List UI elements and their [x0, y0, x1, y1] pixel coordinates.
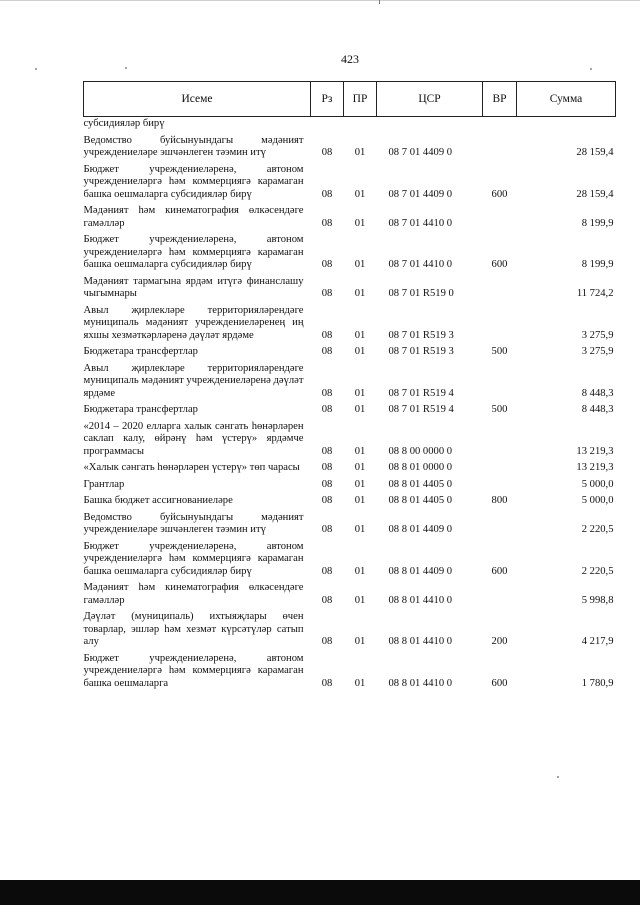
row-vr: 600 — [491, 259, 508, 270]
row-csr: 08 8 01 4409 0 — [388, 565, 453, 577]
table-row — [84, 417, 616, 459]
row-name: Бюджет учреждениеләренә, автоном учреждениеләргә һәм коммерциягә карамаган башка оешмаларга субсидияләр бирү — [83, 540, 304, 577]
row-vr: 500 — [491, 346, 508, 357]
row-vr: 600 — [491, 188, 508, 200]
table-row — [84, 160, 616, 202]
row-sum: 5 998,8 — [581, 594, 614, 606]
row-rz: 08 — [321, 217, 333, 229]
row-vr: 200 — [491, 636, 508, 647]
header-vr: ВР — [483, 82, 517, 117]
row-name: Мәдәният һәм кинематография өлкәсендәге гамәлләр — [83, 205, 304, 229]
table-row — [84, 131, 616, 160]
row-sum: 3 275,9 — [581, 346, 614, 357]
row-rz: 08 — [321, 329, 333, 341]
row-rz: 08 — [321, 387, 333, 399]
row-pr: 01 — [354, 677, 366, 689]
continuation-row — [84, 117, 616, 131]
row-rz: 08 — [321, 594, 333, 606]
row-pr: 01 — [354, 495, 366, 506]
row-vr — [483, 131, 517, 160]
row-csr: 08 7 01 4410 0 — [388, 217, 453, 229]
row-vr — [483, 272, 517, 301]
row-sum: 8 199,9 — [581, 259, 614, 270]
table-row — [84, 400, 616, 417]
page-number: 423 — [341, 52, 359, 66]
row-csr: 08 7 01 4409 0 — [388, 188, 453, 200]
row-pr: 01 — [354, 147, 366, 158]
table-row — [84, 359, 616, 401]
table-row — [84, 301, 616, 343]
row-name: Авыл җирлекләре территорияләрендәге муниципаль мәдәният учреждениеләренә дәүләт ярдәме — [83, 362, 304, 399]
table-row — [84, 475, 616, 492]
table-row — [84, 201, 616, 230]
row-vr — [483, 458, 517, 475]
row-csr: 08 8 01 4409 0 — [388, 524, 453, 535]
row-pr: 01 — [354, 259, 366, 270]
table-row — [84, 272, 616, 301]
row-rz: 08 — [321, 524, 333, 535]
table-row — [84, 578, 616, 607]
row-pr: 01 — [354, 565, 366, 577]
row-csr: 08 7 01 R519 4 — [388, 387, 454, 399]
row-sum: 8 448,3 — [581, 387, 614, 399]
row-csr: 08 8 01 0000 0 — [388, 462, 453, 473]
row-sum: 1 780,9 — [581, 677, 614, 689]
row-name: Башка бюджет ассигнованиеләре — [83, 495, 233, 506]
row-csr: 08 8 01 4405 0 — [388, 495, 453, 506]
row-rz: 08 — [321, 346, 333, 357]
continuation-text: субсидияләр бирү — [83, 118, 165, 129]
row-pr: 01 — [354, 188, 366, 200]
header-pr: ПР — [344, 82, 377, 117]
row-csr: 08 7 01 R519 3 — [388, 346, 454, 357]
row-sum: 28 159,4 — [576, 188, 614, 200]
row-sum: 3 275,9 — [581, 329, 614, 341]
row-pr: 01 — [354, 478, 366, 490]
row-name: Бюджетара трансфертлар — [83, 404, 198, 415]
row-rz: 08 — [321, 478, 333, 490]
row-pr: 01 — [354, 288, 366, 299]
row-rz: 08 — [321, 677, 333, 689]
header-name: Исеме — [84, 82, 311, 117]
row-pr: 01 — [354, 387, 366, 399]
table-row — [84, 491, 616, 508]
row-sum: 13 219,3 — [576, 462, 614, 473]
row-sum: 2 220,5 — [581, 524, 614, 535]
table-row — [84, 607, 616, 649]
row-csr: 08 7 01 R519 4 — [388, 404, 454, 415]
row-name: Ведомство буйсынуындагы мәдәният учреждениеләре эшчәнлеген тәэмин итү — [83, 511, 304, 535]
row-vr — [483, 301, 517, 343]
table-row — [84, 508, 616, 537]
row-name: Ведомство буйсынуындагы мәдәният учреждениеләре эшчәнлеген тәэмин итү — [83, 134, 304, 158]
row-name: Мәдәният һәм кинематография өлкәсендәге гамәлләр — [83, 582, 304, 606]
row-name: «Халык сәнгать һөнәрләрен үстерү» төп чарасы — [83, 462, 300, 473]
scan-top-edge — [0, 0, 640, 1]
table-row — [84, 342, 616, 359]
row-sum: 2 220,5 — [581, 565, 614, 577]
scan-speck — [125, 67, 127, 69]
row-csr: 08 8 01 4410 0 — [388, 594, 453, 606]
row-rz: 08 — [321, 495, 333, 506]
row-vr — [483, 508, 517, 537]
scan-top-mark — [379, 0, 380, 4]
row-csr: 08 8 01 4410 0 — [388, 677, 453, 689]
row-vr: 600 — [491, 677, 508, 689]
row-vr — [483, 359, 517, 401]
row-csr: 08 8 00 0000 0 — [388, 445, 453, 457]
header-sum: Сумма — [517, 82, 616, 117]
row-vr: 500 — [491, 404, 508, 415]
row-name: Бюджет учреждениеләренә, автоном учреждениеләргә һәм коммерциягә карамаган башка оешмаларга субсидияләр бирү — [83, 234, 304, 270]
row-sum: 4 217,9 — [581, 636, 614, 647]
row-sum: 28 159,4 — [576, 147, 614, 158]
row-rz: 08 — [321, 288, 333, 299]
table-body — [84, 117, 616, 691]
table-row — [84, 230, 616, 272]
row-rz: 08 — [321, 565, 333, 577]
row-pr: 01 — [354, 594, 366, 606]
row-pr: 01 — [354, 346, 366, 357]
row-sum: 11 724,2 — [576, 288, 614, 299]
table-header-row — [84, 82, 616, 117]
table-row — [84, 649, 616, 691]
row-rz: 08 — [321, 462, 333, 473]
row-csr: 08 8 01 4410 0 — [388, 636, 453, 647]
row-name: Дәүләт (муниципаль) ихтыяҗлары өчен товарлар, эшләр һәм хезмәт күрсәтүләр сатып алу — [83, 611, 304, 647]
row-pr: 01 — [354, 636, 366, 647]
scan-speck — [35, 68, 37, 70]
row-pr: 01 — [354, 462, 366, 473]
scan-bottom-edge — [0, 880, 640, 905]
row-vr: 800 — [491, 495, 508, 506]
row-rz: 08 — [321, 259, 333, 270]
row-sum: 8 199,9 — [581, 217, 614, 229]
row-name: Мәдәният тармагына ярдәм итүгә финанслашу чыгымнары — [83, 275, 304, 299]
budget-table — [83, 81, 616, 690]
row-name: Бюджетара трансфертлар — [83, 346, 198, 357]
row-sum: 8 448,3 — [581, 404, 614, 415]
row-csr: 08 7 01 4410 0 — [388, 259, 453, 270]
row-vr — [483, 417, 517, 459]
row-rz: 08 — [321, 147, 333, 158]
row-name: Бюджет учреждениеләренә, автоном учреждениеләргә һәм коммерциягә карамаган башка оешмаларга — [83, 652, 304, 689]
row-sum: 5 000,0 — [581, 478, 614, 490]
row-name: Грантлар — [83, 478, 125, 490]
row-name: «2014 – 2020 елларга халык сәнгать һөнәрләрен саклап калу, өйрәнү һәм үстерү» ярдәмче программасы — [83, 420, 304, 457]
row-sum: 13 219,3 — [576, 445, 614, 457]
scan-speck — [557, 776, 559, 778]
row-pr: 01 — [354, 329, 366, 341]
row-rz: 08 — [321, 636, 333, 647]
row-pr: 01 — [354, 524, 366, 535]
row-rz: 08 — [321, 188, 333, 200]
row-csr: 08 7 01 4409 0 — [388, 147, 453, 158]
row-pr: 01 — [354, 217, 366, 229]
header-csr: ЦСР — [377, 82, 483, 117]
row-vr — [483, 475, 517, 492]
row-pr: 01 — [354, 404, 366, 415]
row-rz: 08 — [321, 445, 333, 457]
row-pr: 01 — [354, 445, 366, 457]
row-name: Авыл җирлекләре территорияләрендәге муниципаль мәдәният учреждениеләренең иң яхшы хезмәткәрләренә дәүләт ярдәме — [83, 304, 304, 341]
row-csr: 08 8 01 4405 0 — [388, 478, 453, 490]
row-rz: 08 — [321, 404, 333, 415]
scan-speck — [590, 68, 592, 70]
table-row — [84, 537, 616, 579]
table-header — [84, 82, 616, 117]
row-name: Бюджет учреждениеләренә, автоном учреждениеләргә һәм коммерциягә карамаган башка оешмаларга субсидияләр бирү — [83, 163, 304, 200]
row-vr: 600 — [491, 565, 508, 577]
row-vr — [483, 578, 517, 607]
table-row — [84, 458, 616, 475]
row-csr: 08 7 01 R519 0 — [388, 288, 454, 299]
row-sum: 5 000,0 — [581, 495, 614, 506]
header-rz: Рз — [311, 82, 344, 117]
row-csr: 08 7 01 R519 3 — [388, 329, 454, 341]
row-vr — [483, 201, 517, 230]
